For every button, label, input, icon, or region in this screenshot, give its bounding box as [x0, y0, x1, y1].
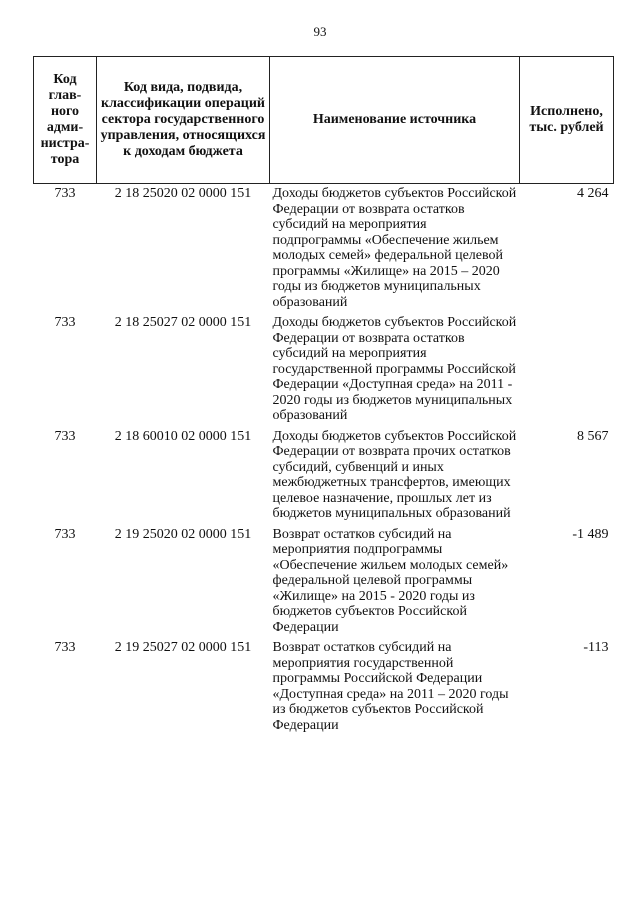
- table-row: [34, 525, 614, 639]
- source-name-cell: Доходы бюджетов субъектов Российской Федерации от возврата остатков субсидий на мероприятия государственной программы Российской Федерации «Доступная среда» на 2011 - 2020 годы из бюджетов муниципальных образований: [272, 315, 517, 423]
- budget-code-cell: 2 18 60010 02 0000 151: [114, 428, 252, 444]
- source-name-cell: Возврат остатков субсидий на мероприятия подпрограммы «Обеспечение жильем молодых семей» федеральной целевой программы «Жилище» на 2015 - 2020 годы из бюджетов субъектов Российской Федерации: [272, 526, 509, 635]
- admin-code-cell: 733: [54, 315, 76, 330]
- amount-cell: [520, 313, 614, 427]
- source-name-cell: Возврат остатков субсидий на мероприятия государственной программы Российской Федерации «Доступная среда» на 2011 – 2020 годы из бюджетов субъектов Российской Федерации: [272, 640, 509, 733]
- admin-code-cell: 733: [54, 428, 76, 444]
- budget-code-cell: 2 18 25020 02 0000 151: [114, 186, 252, 201]
- revenue-sources-table: [33, 56, 614, 736]
- table-row: [34, 638, 614, 736]
- amount-cell: -1 489: [572, 526, 609, 542]
- table-row: [34, 184, 614, 314]
- admin-code-cell: 733: [54, 640, 76, 655]
- table-header-row: [34, 57, 614, 184]
- table-row: [34, 313, 614, 427]
- admin-code-cell: 733: [54, 186, 76, 201]
- amount-cell: 8 567: [577, 428, 609, 444]
- header-budget-code: Код вида, подвида, классификации операций сектора государственного управления, относящихся к доходам бюджета: [97, 57, 270, 184]
- budget-code-cell: 2 19 25027 02 0000 151: [114, 640, 252, 655]
- source-name-cell: Доходы бюджетов субъектов Российской Федерации от возврата остатков субсидий на мероприятия подпрограммы «Обеспечение жильем молодых семей» федеральной целевой программы «Жилище» на 2015 – 2020 годы из бюджетов муниципальных образований: [272, 186, 517, 310]
- amount-cell: 4 264: [577, 186, 609, 201]
- budget-code-cell: 2 18 25027 02 0000 151: [114, 315, 252, 330]
- admin-code-cell: 733: [54, 526, 76, 542]
- amount-cell: -113: [583, 640, 609, 655]
- table-row: [34, 427, 614, 525]
- source-name-cell: Доходы бюджетов субъектов Российской Федерации от возврата прочих остатков субсидий, субвенций и иных межбюджетных трансфертов, имеющих целевое назначение, прошлых лет из бюджетов муниципальных образований: [272, 428, 517, 521]
- header-amount: Исполнено, тыс. рублей: [520, 57, 614, 184]
- budget-code-cell: 2 19 25020 02 0000 151: [114, 526, 252, 542]
- header-admin-code: Код глав-ного адми-нистра-тора: [34, 57, 97, 184]
- page-number: 93: [313, 24, 327, 39]
- header-source-name: Наименование источника: [270, 57, 520, 184]
